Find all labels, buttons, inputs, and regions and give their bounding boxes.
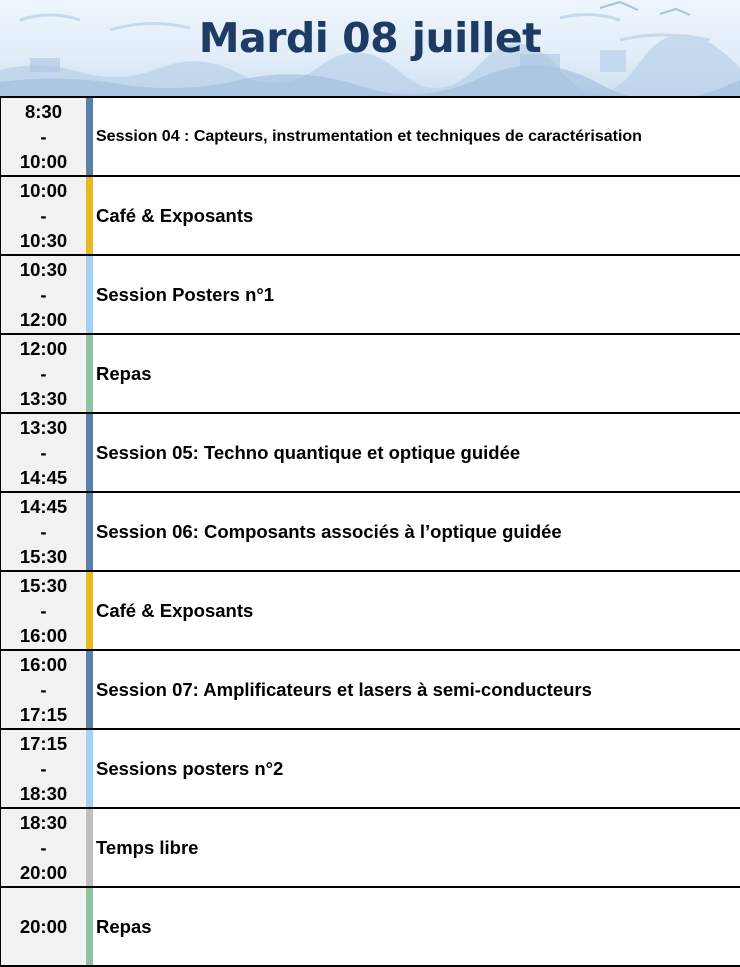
time-separator: - [40, 521, 47, 542]
time-start: 20:00 [19, 916, 68, 937]
time-slot [1, 651, 86, 728]
schedule-row [1, 333, 740, 412]
time-separator: - [40, 600, 47, 621]
time-start: 13:30 [19, 417, 68, 438]
schedule-row [1, 570, 740, 649]
category-color-bar [86, 177, 93, 254]
event-label: Session Posters n°1 [96, 283, 275, 305]
category-color-bar [86, 98, 93, 175]
schedule-row [1, 254, 740, 333]
time-separator: - [40, 442, 47, 463]
time-slot [1, 493, 86, 570]
time-separator: - [40, 205, 47, 226]
time-end: 10:00 [19, 151, 68, 172]
time-separator: - [40, 126, 47, 147]
event-label: Sessions posters n°2 [96, 757, 284, 779]
header-banner [0, 0, 740, 96]
time-separator: - [40, 284, 47, 305]
time-separator: - [40, 837, 47, 858]
schedule-row [1, 886, 740, 967]
event-label: Session 07: Amplificateurs et lasers à semi-conducteurs [96, 678, 592, 700]
category-color-bar [86, 414, 93, 491]
time-slot [1, 335, 86, 412]
schedule-row [1, 491, 740, 570]
time-end: 14:45 [19, 467, 68, 488]
time-slot [1, 256, 86, 333]
time-end: 16:00 [19, 625, 68, 646]
time-slot [1, 414, 86, 491]
event-label: Repas [96, 915, 152, 937]
time-start: 10:00 [19, 180, 68, 201]
event-label: Temps libre [96, 836, 199, 858]
event-label: Session 05: Techno quantique et optique guidée [96, 441, 521, 463]
event-label: Café & Exposants [96, 204, 254, 226]
time-slot [1, 809, 86, 886]
category-color-bar [86, 651, 93, 728]
time-separator: - [40, 679, 47, 700]
category-color-bar [86, 809, 93, 886]
category-color-bar [86, 493, 93, 570]
schedule-row [1, 412, 740, 491]
time-start: 16:00 [19, 654, 68, 675]
schedule-row [1, 807, 740, 886]
schedule-table [0, 96, 740, 967]
time-slot [1, 98, 86, 175]
time-start: 17:15 [19, 733, 68, 754]
time-end: 12:00 [19, 309, 68, 330]
time-end: 17:15 [19, 704, 68, 725]
time-start: 18:30 [19, 812, 68, 833]
time-start: 14:45 [19, 496, 68, 517]
time-slot [1, 572, 86, 649]
time-end: 13:30 [19, 388, 68, 409]
time-end: 10:30 [19, 230, 68, 251]
schedule-row [1, 96, 740, 175]
category-color-bar [86, 888, 93, 965]
event-label: Café & Exposants [96, 599, 254, 621]
time-end: 20:00 [19, 862, 68, 883]
event-label: Session 04 : Capteurs, instrumentation et techniques de caractérisation [96, 127, 642, 145]
time-start: 12:00 [19, 338, 68, 359]
time-separator: - [40, 363, 47, 384]
time-end: 18:30 [19, 783, 68, 804]
category-color-bar [86, 335, 93, 412]
time-separator: - [40, 758, 47, 779]
schedule-row [1, 175, 740, 254]
time-start: 15:30 [19, 575, 68, 596]
schedule-row [1, 728, 740, 807]
event-label: Session 06: Composants associés à l’optique guidée [96, 520, 562, 542]
time-slot [1, 177, 86, 254]
time-slot [1, 888, 86, 965]
time-start: 10:30 [19, 259, 68, 280]
time-start: 8:30 [24, 101, 63, 122]
category-color-bar [86, 256, 93, 333]
event-label: Repas [96, 362, 152, 384]
category-color-bar [86, 572, 93, 649]
page-title: Mardi 08 juillet [198, 14, 542, 62]
time-end: 15:30 [19, 546, 68, 567]
time-slot [1, 730, 86, 807]
category-color-bar [86, 730, 93, 807]
schedule-row [1, 649, 740, 728]
